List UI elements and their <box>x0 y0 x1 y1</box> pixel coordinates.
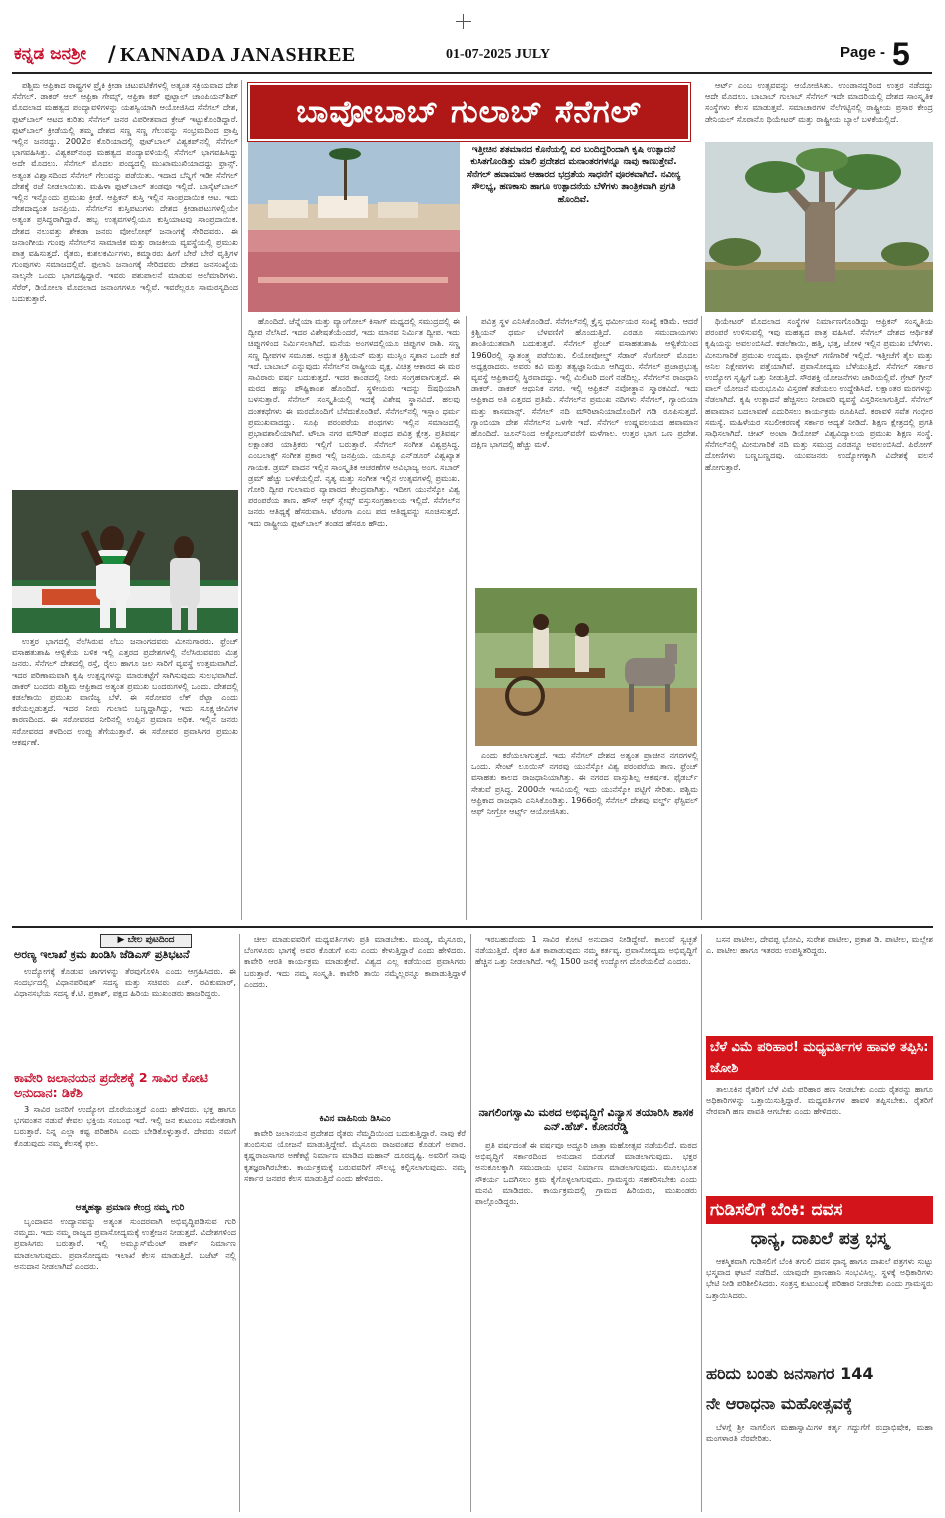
jds-protest-text <box>14 966 236 1070</box>
column-divider <box>701 316 702 920</box>
masthead-kannada-title: ಕನ್ನಡ ಜನಶ್ರೀ <box>14 44 86 64</box>
hut-fire-body: ಆಕಸ್ಮಿಕವಾಗಿ ಗುಡಿಸಲಿಗೆ ಬೆಂಕಿ ತಗುಲಿ ದವಸ ಧಾನ್ಯ ಹಾಗೂ ದಾಖಲೆ ಪತ್ರಗಳು ಸುಟ್ಟು ಭಸ್ಮವಾದ ಘಟನೆ ನಡೆದಿದೆ. ಯಾವುದೇ ಪ್ರಾಣಹಾನಿ ಸಂಭವಿಸಿಲ್ಲ. ಸ್ಥಳಕ್ಕೆ ಅಧಿಕಾರಿಗಳು ಭೇಟಿ ನೀಡಿ ಪರಿಶೀಲಿಸಿದರು. ಸಂತ್ರಸ್ತ ಕುಟುಂಬಕ್ಕೆ ಪರಿಹಾರ ನೀಡಬೇಕು ಎಂದು ಗ್ರಾಮಸ್ಥರು ಒತ್ತಾಯಿಸಿದರು. <box>706 1256 933 1300</box>
feature-column-4-text: ಆರ್ಟ್ ಎಂಬ ಉತ್ಸವವನ್ನು ಆಯೋಜಿಸಿತು. ಉಂಡಾನದ್ದರಿಂದ ಉತ್ತರ ನಡೆದದ್ದು ಆದೇ ಮೊದಲು. ಬಾಬಾಬ್ ಗುಲಾಬ್ ಸೆನೆಗಲ್ ಇದೇ ಮಾದರಿಯಲ್ಲಿ ದೇಶದ ಸಾಂಸ್ಕೃತಿಕ ಸಂಸ್ಥೆಗಳು ಕೆಲಸ ಮಾಡುತ್ತವೆ. ಸಮಾಚಾರಗಳ ನೆಲೆಗಟ್ಟಿನಲ್ಲಿ ರಾಷ್ಟ್ರೀಯ ಪ್ರಸಾರ ಕೇಂದ್ರ ಡೇನಿಯಲ್ ಸೊರಾನೊ ಥಿಯೇಟರ್ ಮತ್ತು ರಾಷ್ಟ್ರೀಯ ಬ್ಯಾಲೆ ಬಳಕೆಯಲ್ಲಿದೆ. <box>705 80 933 124</box>
hut-fire-headline-line2: ಧಾನ್ಯ, ದಾಖಲೆ ಪತ್ರ ಭಸ್ಮ <box>750 1229 889 1249</box>
dcm-speech-text <box>244 1128 466 1512</box>
column-divider <box>470 934 471 1512</box>
cauvery-arati-body: ಚೀಲ ಮಾಡುವವರಿಗೆ ಮಧ್ಯವರ್ತಿಗಳು ಪ್ರತಿ ಮಾಡಬೇಕು. ಮಂಡ್ಯ, ಮೈಸೂರು, ಬೆಂಗಳೂರು ಭಾಗಕ್ಕೆ ಅವರ ಕೊಡುಗೆ ಏನು ಎಂದು ಕೇಳುತ್ತಿದ್ದಾರೆ ಎಂದು ಹೇಳಿದರು. ಕಾವೇರಿ ಆರತಿ ಕಾರ್ಯಕ್ರಮ ಮಾಡುತ್ತೇವೆ. ವಿಶ್ವದ ಎಲ್ಲ ಕಡೆಯಿಂದ ಪ್ರವಾಸಿಗರು ಬರುತ್ತಾರೆ. ಇದು ನಮ್ಮ ಸಂಸ್ಕೃತಿ. ಕಾವೇರಿ ತಾಯಿ ನಮ್ಮೆಲ್ಲರನ್ನೂ ಕಾಪಾಡುತ್ತಿದ್ದಾಳೆ ಎಂದರು. <box>244 934 466 989</box>
continued-label: ▶ ಬೇಲ ಪುಟದಿಂದ <box>100 934 192 948</box>
mutt-development-headline: ನಾಗಲಿಂಗಸ್ವಾಮಿ ಮಠದ ಅಭಿವೃದ್ಧಿಗೆ ವಿನ್ಯಾಸ ತಯಾರಿಸಿ ಶಾಸಕ ಎನ್.ಹೆಚ್. ಕೋನರೆಡ್ಡಿ <box>478 1106 694 1133</box>
feature-column-3-text: ಪವಿತ್ರ ಸ್ಥಳ ಎನಿಸಿಕೊಂಡಿದೆ. ಸೆನೆಗಲ್‌ನಲ್ಲಿ ಕ್ರೈಸ್ತ ಧರ್ಮೀಯರ ಸಂಖ್ಯೆ ಕಡಿಮೆ. ಆದರೆ ಕ್ರಿಶ್ಚಿಯನ್ ಧರ್ಮ ಬೆಳವಣಿಗೆ ಹೊಂದುತ್ತಿದೆ. ಎರಡೂ ಸಮುದಾಯಗಳು ಶಾಂತಿಯುತವಾಗಿ ಬದುಕುತ್ತವೆ. ಸೆನೆಗಲ್ ಫ್ರೆಂಚ್ ವಸಾಹತುಶಾಹಿ ಆಳ್ವಿಕೆಯಿಂದ 1960ರಲ್ಲಿ ಸ್ವಾತಂತ್ರ್ಯ ಪಡೆಯಿತು. ಲಿಯೋಪೋಲ್ಡ್ ಸೆಡಾರ್ ಸೆಂಗೋರ್ ಮೊದಲ ಅಧ್ಯಕ್ಷರಾದರು. ಅವರು ಕವಿ ಮತ್ತು ತತ್ವಜ್ಞಾನಿಯೂ ಆಗಿದ್ದರು. ಸೆನೆಗಲ್ ಪ್ರಜಾಪ್ರಭುತ್ವ ವ್ಯವಸ್ಥೆ ಆಫ್ರಿಕಾದಲ್ಲಿ ಸ್ಥಿರವಾದದ್ದು. ಇಲ್ಲಿ ಮಿಲಿಟರಿ ದಂಗೆ ನಡೆದಿಲ್ಲ. ಸೆನೆಗಲ್‌ನ ರಾಜಧಾನಿ ಡಾಕರ್. ಡಾಕರ್ ಆಧುನಿಕ ನಗರ. ಇಲ್ಲಿ ಆಫ್ರಿಕನ್ ನವೋತ್ಥಾನ ಸ್ಮಾರಕವಿದೆ. ಇದು ಆಫ್ರಿಕಾದ ಅತಿ ಎತ್ತರದ ಪ್ರತಿಮೆ. ಸೆನೆಗಲ್‌ನ ಪ್ರಮುಖ ನದಿಗಳು ಸೆನೆಗಲ್, ಗ್ಯಾಂಬಿಯಾ ಮತ್ತು ಕಾಸಮಾನ್ಸ್. ಸೆನೆಗಲ್ ನದಿ ಮೌರಿಟಾನಿಯಾದೊಂದಿಗೆ ಗಡಿ ರೂಪಿಸುತ್ತದೆ. ಗ್ಯಾಂಬಿಯಾ ದೇಶ ಸೆನೆಗಲ್‌ನ ಒಳಗೇ ಇದೆ. ಸೆನೆಗಲ್ ಉಷ್ಣವಲಯದ ಹವಾಮಾನ ಹೊಂದಿದೆ. ಜೂನ್‌ನಿಂದ ಅಕ್ಟೋಬರ್‌ವರೆಗೆ ಮಳೆಗಾಲ. ಉತ್ತರ ಭಾಗ ಒಣ ಪ್ರದೇಶ. ದಕ್ಷಿಣ ಭಾಗದಲ್ಲಿ ಹೆಚ್ಚು ಮಳೆ. <box>471 316 698 450</box>
cauvery-grant-text <box>14 1104 236 1202</box>
feature-column-2 <box>248 316 460 920</box>
football-players-illustration <box>12 490 238 633</box>
dcm-speech-body: ಕಾವೇರಿ ಜಲಾನಯನ ಪ್ರದೇಶದ ರೈತರು ನೆಮ್ಮದಿಯಿಂದ ಬದುಕುತ್ತಿದ್ದಾರೆ. ನಾವು ಕೆರೆ ತುಂಬಿಸುವ ಯೋಜನೆ ಮಾಡುತ್ತಿದ್ದೇವೆ. ಮೈಸೂರು ರಾಜವಂಶದ ಕೊಡುಗೆ ಅಪಾರ. ಕೃಷ್ಣರಾಜಸಾಗರ ಅಣೆಕಟ್ಟೆ ನಿರ್ಮಾಣ ಮಾಡಿದ ಮಹಾನ್ ದೂರದೃಷ್ಟಿ. ಅವರಿಗೆ ನಾವು ಕೃತಜ್ಞರಾಗಿರಬೇಕು. ಕಾರ್ಯಕ್ರಮಕ್ಕೆ ಬರುವವರಿಗೆ ಸೌಲಭ್ಯ ಕಲ್ಪಿಸಲಾಗುವುದು. ನಮ್ಮ ಸರ್ಕಾರ ಜನಪರ ಕೆಲಸ ಮಾಡುತ್ತಿದೆ ಎಂದು ಹೇಳಿದರು. <box>244 1128 466 1183</box>
hut-fire-text <box>706 1256 933 1352</box>
cauvery-arati-text <box>244 934 466 1108</box>
cauvery-grant-headline: ಕಾವೇರಿ ಜಲಾನಯನ ಪ್ರದೇಶಕ್ಕೆ 2 ಸಾವಿರ ಕೋಟಿ ಅನುದಾನ: ಡಿಕೆಶಿ <box>14 1070 208 1100</box>
feature-column-3b-text: ಎಂದು ಕರೆಯಲಾಗುತ್ತದೆ. ಇದು ಸೆನೆಗಲ್ ದೇಶದ ಅತ್ಯಂತ ಪ್ರಾಚೀನ ನಗರಗಳಲ್ಲಿ ಒಂದು. ಸೇಂಟ್ ಲೂಯಿಸ್ ನಗರವು ಯುನೆಸ್ಕೋ ವಿಶ್ವ ಪರಂಪರೆಯ ತಾಣ. ಫ್ರೆಂಚ್ ವಸಾಹತು ಕಾಲದ ರಾಜಧಾನಿಯಾಗಿತ್ತು. ಈ ನಗರದ ವಾಸ್ತುಶಿಲ್ಪ ಆಕರ್ಷಕ. ಫೈಡರ್ಬ್ ಸೇತುವೆ ಪ್ರಸಿದ್ಧ. 2000ನೇ ಇಸವಿಯಲ್ಲಿ ಇದು ಯುನೆಸ್ಕೋ ಪಟ್ಟಿಗೆ ಸೇರಿತು. ಪಶ್ಚಿಮ ಆಫ್ರಿಕಾದ ರಾಜಧಾನಿ ಎನಿಸಿಕೊಂಡಿತ್ತು. 1966ರಲ್ಲಿ ಸೆನೆಗಲ್ ದೇಶವು ವರ್ಲ್ಡ್ ಫೆಸ್ಟಿವಲ್ ಆಫ್ ನೀಗ್ರೋ ಆರ್ಟ್ಸ್ ಆಯೋಜಿಸಿತು. <box>471 750 698 817</box>
football-photo <box>12 490 238 633</box>
aradhana-headline-line1: ಹರಿದು ಬಂತು ಜನಸಾಗರ 144 <box>706 1364 874 1383</box>
page-label: Page - <box>840 44 886 61</box>
farmer-cart-photo <box>475 588 697 746</box>
feature-column-4b <box>705 316 933 920</box>
masthead-slash: / <box>108 42 116 66</box>
feature-column-2-text: ಹೊಂದಿದೆ. ಜೆನ್ನೆಯಾ ಮತ್ತು ವ್ಯಾಂಗೋಲ್ ಕಿಸಾಗ್ ಮಧ್ಯದಲ್ಲಿ ಸಮುದ್ರದಲ್ಲಿ ಈ ದ್ವೀಪ ನೆಲೆಸಿದೆ. ಇದರ ವಿಶೇಷತೆಯೆಂದರೆ, ಇದು ಮಾನವ ನಿರ್ಮಿತ ದ್ವೀಪ. ಇದು ಚಿಪ್ಪುಗಳಿಂದ ನಿರ್ಮಿಸಲಾಗಿದೆ. ಮನೆಯ ಅಂಗಳದಲ್ಲಿಯೂ ಚಿಪ್ಪುಗಳ ರಾಶಿ. ಸಣ್ಣ ಸಣ್ಣ ದ್ವೀಪಗಳ ಸಮೂಹ. ಅದ್ಭುತ ಕ್ರಿಶ್ಚಿಯನ್ ಮತ್ತು ಮುಸ್ಲಿಂ ಸ್ಮಶಾನ ಒಂದೇ ಕಡೆ ಇದೆ. ಬಾಬಾಬ್ ಎನ್ನುವುದು ಸೆನೆಗಲ್‌ನ ರಾಷ್ಟ್ರೀಯ ವೃಕ್ಷ. ವಿಚಿತ್ರ ಆಕಾರದ ಈ ಮರ ಸಾವಿರಾರು ವರ್ಷ ಬದುಕುತ್ತದೆ. ಇದರ ಕಾಂಡದಲ್ಲಿ ನೀರು ಸಂಗ್ರಹವಾಗುತ್ತದೆ. ಈ ಮರದ ಹಣ್ಣು ಪೌಷ್ಟಿಕಾಂಶ ಹೊಂದಿದೆ. ಸ್ಥಳೀಯರು ಇದನ್ನು ಔಷಧಿಯಾಗಿ ಬಳಸುತ್ತಾರೆ. ಸೆನೆಗಲ್ ಸಂಸ್ಕೃತಿಯಲ್ಲಿ ಇದಕ್ಕೆ ವಿಶೇಷ ಸ್ಥಾನವಿದೆ. ಹಲವು ದಂತಕಥೆಗಳು ಈ ಮರದೊಂದಿಗೆ ಬೆಸೆದುಕೊಂಡಿವೆ. ಸೆನೆಗಲ್‌ನಲ್ಲಿ ಇಸ್ಲಾಂ ಧರ್ಮ ಪ್ರಮುಖವಾದದ್ದು. ಸೂಫಿ ಪರಂಪರೆಯ ಪಂಥಗಳು ಇಲ್ಲಿನ ಸಮಾಜದಲ್ಲಿ ಪ್ರಭಾವಶಾಲಿಯಾಗಿವೆ. ಟೌಬಾ ನಗರ ಮೌರಿಡ್ ಪಂಥದ ಪವಿತ್ರ ಕ್ಷೇತ್ರ. ಪ್ರತಿವರ್ಷ ಲಕ್ಷಾಂತರ ಯಾತ್ರಿಕರು ಇಲ್ಲಿಗೆ ಬರುತ್ತಾರೆ. ಸೆನೆಗಲ್ ಸಂಗೀತ ವಿಶ್ವಪ್ರಸಿದ್ಧ. ಎಂಬಲಾಕ್ಸ್ ಸಂಗೀತ ಪ್ರಕಾರ ಇಲ್ಲಿ ಜನಪ್ರಿಯ. ಯೂಸ್ಸೂ ಎನ್‌ಡೂರ್ ವಿಶ್ವಖ್ಯಾತ ಗಾಯಕ. ಡ್ರಮ್ ವಾದನ ಇಲ್ಲಿನ ಸಾಂಸ್ಕೃತಿಕ ಆಚರಣೆಗಳ ಅವಿಭಾಜ್ಯ ಅಂಗ. ಸಬಾರ್ ಡ್ರಮ್ ಹೆಚ್ಚು ಬಳಕೆಯಲ್ಲಿದೆ. ನೃತ್ಯ ಮತ್ತು ಸಂಗೀತ ಇಲ್ಲಿನ ಉತ್ಸವಗಳಲ್ಲಿ ಪ್ರಮುಖ. ಗೋರಿ ದ್ವೀಪ ಗುಲಾಮರ ವ್ಯಾಪಾರದ ಕೇಂದ್ರವಾಗಿತ್ತು. ಇದೀಗ ಯುನೆಸ್ಕೋ ವಿಶ್ವ ಪರಂಪರೆಯ ತಾಣ. ಹೌಸ್ ಆಫ್ ಸ್ಲೇವ್ಸ್ ವಸ್ತುಸಂಗ್ರಹಾಲಯ ಇಲ್ಲಿದೆ. ಸೆನೆಗಲ್‌ನ ಜನರು ಆತಿಥ್ಯಕ್ಕೆ ಹೆಸರುವಾಸಿ. ಟೆರಂಗಾ ಎಂಬ ಪದ ಆತಿಥ್ಯವನ್ನು ಸೂಚಿಸುತ್ತದೆ. ಇದು ರಾಷ್ಟ್ರೀಯ ಫುಟ್‌ಬಾಲ್ ತಂಡದ ಹೆಸರೂ ಹೌದು. <box>248 316 460 528</box>
column-divider <box>241 80 242 920</box>
registration-mark <box>456 14 471 29</box>
brindavan-text <box>14 1216 236 1512</box>
baobab-tree-illustration <box>705 142 933 312</box>
feature-column-4b-text: ಥಿಯೇಟರ್ ಮೊದಲಾದ ಸಂಸ್ಥೆಗಳ ನಿರ್ಮಾಣಗೊಂಡಿದ್ದು ಆಫ್ರಿಕನ್ ಸಂಸ್ಕೃತಿಯ ಪರಂಪರೆ ಉಳಿಸುವಲ್ಲಿ ಇವು ಮಹತ್ವದ ಪಾತ್ರ ವಹಿಸಿವೆ. ಸೆನೆಗಲ್ ದೇಶದ ಆರ್ಥಿಕತೆ ಕೃಷಿಯನ್ನು ಅವಲಂಬಿಸಿದೆ. ಕಡಲೆಕಾಯಿ, ಹತ್ತಿ, ಭತ್ತ, ಜೋಳ ಇಲ್ಲಿನ ಪ್ರಮುಖ ಬೆಳೆಗಳು. ಮೀನುಗಾರಿಕೆ ಪ್ರಮುಖ ಉದ್ಯಮ. ಫಾಸ್ಫೇಟ್ ಗಣಿಗಾರಿಕೆ ಇಲ್ಲಿದೆ. ಇತ್ತೀಚೆಗೆ ತೈಲ ಮತ್ತು ಅನಿಲ ನಿಕ್ಷೇಪಗಳು ಪತ್ತೆಯಾಗಿವೆ. ಪ್ರವಾಸೋದ್ಯಮ ಬೆಳೆಯುತ್ತಿದೆ. ಸೆನೆಗಲ್ ಸರ್ಕಾರ ಉದ್ಯೋಗ ಸೃಷ್ಟಿಗೆ ಒತ್ತು ನೀಡುತ್ತಿದೆ. ಸೌರಶಕ್ತಿ ಯೋಜನೆಗಳು ಜಾರಿಯಲ್ಲಿವೆ. ಗ್ರೇಟ್ ಗ್ರೀನ್ ವಾಲ್ ಯೋಜನೆ ಮರುಭೂಮಿ ವಿಸ್ತರಣೆ ತಡೆಯಲು ಉದ್ದೇಶಿಸಿದೆ. ಲಕ್ಷಾಂತರ ಮರಗಳನ್ನು ನೆಡಲಾಗಿದೆ. ಕೃಷಿ ಉತ್ಪಾದನೆ ಹೆಚ್ಚಿಸಲು ನೀರಾವರಿ ವ್ಯವಸ್ಥೆ ವಿಸ್ತರಿಸಲಾಗುತ್ತಿದೆ. ಸೆನೆಗಲ್ ಹವಾಮಾನ ಬದಲಾವಣೆ ಎದುರಿಸಲು ಕಾರ್ಯಕ್ರಮ ರೂಪಿಸಿದೆ. ಕರಾವಳಿ ಸವೆತ ಗಂಭೀರ ಸಮಸ್ಯೆ. ಮಹಿಳೆಯರ ಸಬಲೀಕರಣಕ್ಕೆ ಸರ್ಕಾರ ಆದ್ಯತೆ ನೀಡಿದೆ. ಶಿಕ್ಷಣ ಕ್ಷೇತ್ರದಲ್ಲಿ ಪ್ರಗತಿ ಸಾಧಿಸಲಾಗಿದೆ. ಚೀಖ್ ಅಂಟಾ ಡಿಯೋಪ್ ವಿಶ್ವವಿದ್ಯಾಲಯ ಪ್ರಮುಖ ಶಿಕ್ಷಣ ಸಂಸ್ಥೆ. ಸೆನೆಗಲ್‌ನಲ್ಲಿ ಮೀನುಗಾರಿಕೆ ನದಿ ಮತ್ತು ಸಮುದ್ರ ಎರಡನ್ನೂ ಅವಲಂಬಿಸಿದೆ. ಪಿರೋಗ್ ದೋಣಿಗಳು ಬಣ್ಣಬಣ್ಣದವು. ಯುವಜನರು ಉದ್ಯೋಗಕ್ಕಾಗಿ ವಿದೇಶಕ್ಕೆ ವಲಸೆ ಹೋಗುತ್ತಾರೆ. <box>705 316 933 472</box>
feature-column-4 <box>705 80 933 140</box>
masthead-date: 01-07-2025 JULY <box>446 47 551 62</box>
feature-column-1-text: ಪಶ್ಚಿಮ ಆಫ್ರಿಕಾದ ರಾಷ್ಟ್ರಗಳ ಪ್ರೈಕಿ ಕ್ರೀಡಾ ಚಟುವಟಿಕೆಗಳಲ್ಲಿ ಅತ್ಯಂತ ಸಕ್ರಿಯವಾದ ದೇಶ ಸೆನೆಗಲ್. ಡಾಕರ್ ಆಲ್ ಆಫ್ರಿಕಾ ಗೇಮ್ಸ್, ಆಫ್ರಿಕಾ ಕಪ್ ಫುಟ್ಬಾಲ್ ಚಾಂಪಿಯನ್‌ಶಿಪ್ ಮೊದಲಾದ ಮಹತ್ವದ ಪಂದ್ಯಾವಳಿಗಳನ್ನು ಯಶಸ್ವಿಯಾಗಿ ಆಯೋಜಿಸಿದ ಸೆನೆಗಲ್ ದೇಶ, ಫುಟ್‌ಬಾಲ್ ಆಟದ ಕುರಿತು ಸೆನೆಗಲ್ ಜನರ ವಿಪರೀತವಾದ ಕ್ರೇಜ್ ಇಟ್ಟುಕೊಂಡಿದ್ದಾರೆ. ಫುಟ್‌ಬಾಲ್ ಕ್ರೀಡೆಯಲ್ಲಿ ತಮ್ಮ ದೇಶದ ಸಣ್ಣ ಸಣ್ಣ ಗೆಲುವನ್ನು ಸಂಭ್ರಮದಿಂದ ಪ್ರಾಪ್ತಿ ಇಲ್ಲಿನ ಜನರದ್ದು. 2002ರ ಕೊರಿಯಾದಲ್ಲಿ ಫುಟ್‌ಬಾಲ್ ವಿಶ್ವಕಪ್‌ನಲ್ಲಿ ಸೆನೆಗಲ್ ಭಾಗವಹಿಸಿತ್ತು. ವಿಶ್ವಕಪ್‌ನಂಥ ಮಹತ್ವದ ಪಂದ್ಯಾವಳಿಯಲ್ಲಿ ಸೆನೆಗಲ್ ಭಾಗವಹಿಸಿದ್ದು ಅದೇ ಮೊದಲು. ಸೆನೆಗಲ್ ಮೊದಲ ಪಂದ್ಯದಲ್ಲಿ ಮುಖಾಮುಖಿಯಾದದ್ದು ಫ್ರಾನ್ಸ್. ಅತ್ಯಂತ ವಿಶ್ವಾಸದಿಂದ ಸೆನೆಗಲ್ ಗೆಲುವನ್ನು ಪಡೆಯಿತು. ಇದಾದ ಬೆನ್ನಿಗೆ ಇಡೀ ಸೆನೆಗಲ್ ದೇಶಕ್ಕೆ ರಜೆ ನೀಡಲಾಯಿತು. ಮಹಿಳಾ ಫುಟ್‌ಬಾಲ್ ತಂಡವೂ ಇಲ್ಲಿದೆ. ಬಾಸ್ಕೆಟ್‌ಬಾಲ್ ಇಲ್ಲಿನ ಇನ್ನೊಂದು ಪ್ರಮುಖ ಕ್ರೀಡೆ. ಆಫ್ರಿಕನ್ ಕುಸ್ತಿ ಇಲ್ಲಿನ ಸಾಂಪ್ರದಾಯಿಕ ಆಟ. ಇದು ದೇಶದಾದ್ಯಂತ ಜನಪ್ರಿಯ. ಸೆನೆಗಲ್‌ನ ಕುಸ್ತಿಪಟುಗಳು ದೇಶದ ಕ್ರೀಡಾಪಟುಗಳಲ್ಲಿಯೇ ಅತ್ಯಂತ ಪ್ರಸಿದ್ಧರಾಗಿದ್ದಾರೆ. ಹಬ್ಬ ಉತ್ಸವಗಳಲ್ಲಿಯೂ ಕುಸ್ತಿಯಾಟವು ಸಾಂಪ್ರದಾಯಿಕ. ದೇಶದ ನಲುವತ್ತು ಶೇಕಡಾ ಜನರು ವೋಲೋಫ್ ಜನಾಂಗಕ್ಕೆ ಸೇರಿದವರು. ಈ ಜನಾಂಗೀಯ ಗುಂಪು ಸೆನೆಗಲ್‌ನ ಸಾಮಾಜಿಕ ಮತ್ತು ರಾಜಕೀಯ ವ್ಯವಸ್ಥೆಯಲ್ಲಿ ಪ್ರಮುಖ ಪಾತ್ರ ವಹಿಸುತ್ತದೆ. ರೈತರು, ಕುಶಲಕರ್ಮಿಗಳು, ಕಮ್ಮಾರರು ಹೀಗೆ ಬೇರೆ ಬೇರೆ ವೃತ್ತಿಗಳ ಗುಂಪುಗಳು ಸಮಾಜದಲ್ಲಿವೆ. ಫುಲಾನಿ ಜನಾಂಗಕ್ಕೆ ಸೇರಿದವರು ದೇಶದ ಜನಸಂಖ್ಯೆಯ ನಾಲ್ಕನೇ ಒಂದು ಭಾಗದಷ್ಟಿದ್ದಾರೆ. ಇವರು ಪಶುಪಾಲನೆ ಮಾಡುವ ಅಲೆಮಾರಿಗಳು. ಸೆರೆರ್, ಡಿಯೋಲಾ ಮೊದಲಾದ ಜನಾಂಗಗಳೂ ಇಲ್ಲಿವೆ. ಇವರೆಲ್ಲರೂ ಸಾಮರಸ್ಯದಿಂದ ಬದುಕುತ್ತಾರೆ. <box>12 80 238 303</box>
brindavan-body: ಬೃಂದಾವನ ಉದ್ಯಾನವನ್ನು ಅತ್ಯಂತ ಸುಂದರವಾಗಿ ಅಭಿವೃದ್ಧಿಪಡಿಸುವ ಗುರಿ ನಮ್ಮದು. ಇದು ನಮ್ಮ ರಾಜ್ಯದ ಪ್ರವಾಸೋದ್ಯಮಕ್ಕೆ ಉತ್ತೇಜನ ನೀಡುತ್ತದೆ. ವಿದೇಶಗಳಿಂದ ಪ್ರವಾಸಿಗರು ಬರುತ್ತಾರೆ. ಇಲ್ಲಿ ಅಮ್ಯೂಸ್‌ಮೆಂಟ್ ಪಾರ್ಕ್ ನಿರ್ಮಾಣ ಮಾಡಲಾಗುವುದು. ಪ್ರವಾಸೋದ್ಯಮ ಇಲಾಖೆ ಕೆಲಸ ಮಾಡುತ್ತಿದೆ. ಬಜೆಟ್ ನಲ್ಲಿ ಅನುದಾನ ನೀಡಲಾಗಿದೆ ಎಂದರು. <box>14 1216 236 1271</box>
mutt-development-text <box>475 1140 697 1512</box>
feature-headline: ಬಾವೋಬಾಬ್ ಗುಲಾಬ್ ಸೆನೆಗಲ್ <box>248 83 690 141</box>
feature-column-1b-text: ಉತ್ತರ ಭಾಗದಲ್ಲಿ ನೆಲೆಸಿರುವ ಲೆಬು ಜನಾಂಗದವರು ಮೀನುಗಾರರು. ಫ್ರೆಂಚ್ ವಸಾಹತುಶಾಹಿ ಆಳ್ವಿಕೆಯ ಬಳಿಕ ಇಲ್ಲಿ ಎತ್ತರದ ಪ್ರದೇಶಗಳಲ್ಲಿ ನೆಲೆಸಿರುವವರು ಮಿಶ್ರ ಜನರು. ಸೆನೆಗಲ್ ದೇಶದಲ್ಲಿ ರಸ್ತೆ, ರೈಲು ಹಾಗೂ ಜಲ ಸಾರಿಗೆ ವ್ಯವಸ್ಥೆ ಉತ್ತಮವಾಗಿದೆ. ಇದರ ಪರಿಣಾಮವಾಗಿ ಕೃಷಿ ಉತ್ಪನ್ನಗಳನ್ನು ಮಾರುಕಟ್ಟೆಗೆ ಸಾಗಿಸುವುದು ಸುಲಭವಾಗಿದೆ. ಡಾಕರ್ ಬಂದರು ಪಶ್ಚಿಮ ಆಫ್ರಿಕಾದ ಅತ್ಯಂತ ಪ್ರಮುಖ ಬಂದರುಗಳಲ್ಲಿ ಒಂದು. ದೇಶದಲ್ಲಿ ಕಡಲೆಕಾಯಿ ಪ್ರಮುಖ ವಾಣಿಜ್ಯ ಬೆಳೆ. ಈ ಸರೋವರ ಲೆಕ್ ರೆಟ್ಬಾ ಎಂದು ಕರೆಯಲ್ಪಡುತ್ತದೆ. ಇದರ ನೀರು ಗುಲಾಬಿ ಬಣ್ಣದ್ದಾಗಿದ್ದು, ಇದು ಸೂಕ್ಷ್ಮಜೀವಿಗಳ ಕಾರಣದಿಂದ. ಈ ಸರೋವರದ ನೀರಿನಲ್ಲಿ ಉಪ್ಪಿನ ಪ್ರಮಾಣ ಅಧಿಕ. ಇಲ್ಲಿನ ಜನರು ಸರೋವರದ ತಳದಿಂದ ಉಪ್ಪು ತೆಗೆಯುತ್ತಾರೆ. ಈ ಸರೋವರ ಪ್ರವಾಸಿಗರ ಪ್ರಮುಖ ಆಕರ್ಷಣೆ. <box>12 636 238 747</box>
aradhana-body: ಬೆಳಗ್ಗೆ ಶ್ರೀ ನಾಗಲಿಂಗ ಮಹಾಸ್ವಾಮಿಗಳ ಕರ್ತೃ ಗದ್ದುಗೆಗೆ ರುದ್ರಾಭಿಷೇಕ, ಮಹಾ ಮಂಗಳಾರತಿ ನೆರವೇರಿತು. <box>706 1422 933 1444</box>
aradhana-text <box>706 1422 933 1512</box>
masthead-english-title: KANNADA JANASHREE <box>120 44 356 66</box>
cauvery-subheading: ಆತ್ಮಹತ್ಯಾ ಪ್ರಮಾಣ ಕೇಂದ್ರ ನಮ್ಮ ಗುರಿ <box>75 1203 185 1213</box>
hut-fire-headline-line1: ಗುಡಿಸಲಿಗೆ ಬೆಂಕಿ: ದವಸ <box>706 1196 933 1224</box>
pink-lake-photo <box>248 142 460 312</box>
aradhana-headline-line2: ನೇ ಆರಾಧನಾ ಮಹೋತ್ಸವಕ್ಕೆ <box>706 1394 853 1413</box>
crop-insurance-headline: ಬೆಳೆ ವಿಮೆ ಪರಿಹಾರ! ಮಧ್ಯವರ್ತಿಗಳ ಹಾವಳಿ ತಪ್ಪಿಸಿ: ಜೋಶಿ <box>706 1036 933 1080</box>
masthead-rule <box>12 72 932 74</box>
dcm-subheading: ಕಿವಿನ ವಾಹಿನಿಯ ಡಿಸಿಎಂ <box>319 1114 391 1124</box>
feature-column-3b <box>471 750 698 920</box>
feature-column-1b <box>12 636 238 919</box>
farmer-donkey-cart-illustration <box>475 588 697 746</box>
column-divider <box>239 934 240 1512</box>
crop-insurance-text <box>706 1084 933 1194</box>
crop-insurance-body: ತಾಲೂಕಿನ ರೈತರಿಗೆ ಬೆಳೆ ವಿಮೆ ಪರಿಹಾರ ಹಣ ನೀಡಬೇಕು ಎಂದು ರೈತರನ್ನು ಹಾಗೂ ಅಧಿಕಾರಿಗಳನ್ನು ಒತ್ತಾಯಿಸುತ್ತಿದ್ದಾರೆ. ಮಧ್ಯವರ್ತಿಗಳ ಹಾವಳಿ ತಪ್ಪಿಸಬೇಕು. ರೈತರಿಗೆ ನೇರವಾಗಿ ಹಣ ಪಾವತಿ ಆಗಬೇಕು ಎಂದು ಹೇಳಿದರು. <box>706 1084 933 1117</box>
page-number: 5 <box>892 36 910 72</box>
baobab-tree-photo <box>705 142 933 312</box>
feature-column-3 <box>471 316 698 584</box>
mutt-development-body: ಪ್ರತಿ ವರ್ಷದಂತೆ ಈ ವರ್ಷವೂ ಅದ್ದೂರಿ ಜಾತ್ರಾ ಮಹೋತ್ಸವ ನಡೆಯಲಿದೆ. ಮಠದ ಅಭಿವೃದ್ಧಿಗೆ ಸರ್ಕಾರದಿಂದ ಅನುದಾನ ಬಿಡುಗಡೆ ಮಾಡಲಾಗುವುದು. ಭಕ್ತರ ಅನುಕೂಲಕ್ಕಾಗಿ ಸಮುದಾಯ ಭವನ ನಿರ್ಮಾಣ ಮಾಡಲಾಗುವುದು. ಮೂಲಭೂತ ಸೌಕರ್ಯ ಒದಗಿಸಲು ಕ್ರಮ ಕೈಗೊಳ್ಳಲಾಗುವುದು. ಗ್ರಾಮಸ್ಥರು ಸಹಕರಿಸಬೇಕು ಎಂದು ಮನವಿ ಮಾಡಿದರು. ಕಾರ್ಯಕ್ರಮದಲ್ಲಿ ಗ್ರಾಮದ ಹಿರಿಯರು, ಮುಖಂಡರು ಪಾಲ್ಗೊಂಡಿದ್ದರು. <box>475 1140 697 1207</box>
column-divider <box>466 316 467 920</box>
feature-pullquote: ಇತ್ತೀಚಿನ ಶತಮಾನದ ಕೊನೆಯಲ್ಲಿ ಏರ ಬಂದಿದ್ದರಿಂದಾಗಿ ಕೃಷಿ ಉತ್ಪಾದನೆ ಕುಸಿತಗೊಂಡಿತ್ತು ಮಾಲಿ ಪ್ರದೇಶದ ಮನಾಂತರಗಳನ್ನೂ ನಾವು ಕಾಣುತ್ತೇವೆ. ಸೆನೆಗಲ್ ಹವಾಮಾನ ಆಹಾರದ ಭದ್ರತೆಯ ಸಾಧನೆಗೆ ವೂರಕವಾಗಿದೆ. ನವೀನ್ಯ ಸೌಲಭ್ಯ, ಹಣಕಾಸು ಹಾಗೂ ಉತ್ಪಾದನೆಯ ಬೆಳೆಗಳು ತಾಂತ್ರಿಕವಾಗಿ ಪ್ರಗತಿ ಹೊಂದಿವೆ. <box>466 145 681 205</box>
jds-protest-headline: ಅರಣ್ಯ ಇಲಾಖೆ ಕ್ರಮ ಖಂಡಿಸಿ ಜೆಡಿಎಸ್ ಪ್ರತಿಭಟನೆ <box>14 948 190 961</box>
attendees-body: ಬಸನ ಪಾಟೀಲ, ದೇವಪ್ಪ ಭೋವಿ, ಸುರೇಶ ಪಾಟೀಲ, ಪ್ರಕಾಶ ಡಿ. ಪಾಟೀಲ, ಮಲ್ಲೇಶ ಎ. ಪಾಟೀಲ ಹಾಗೂ ಇತರರು ಉಪಸ್ಥಿತರಿದ್ದರು. <box>706 934 933 956</box>
pink-lake-illustration <box>248 142 460 312</box>
cauvery-grant-body: 3 ಸಾವಿರ ಜನರಿಗೆ ಉದ್ಯೋಗ ದೊರೆಯುತ್ತದೆ ಎಂದು ಹೇಳಿದರು. ಭಕ್ತ ಹಾಗೂ ಭಗವಂತನ ನಡುವೆ ಕೇವಲ ಭಕ್ತಿಯ ಸಂಬಂಧ ಇದೆ. ಇಲ್ಲಿ ಜನ ಕುಟುಂಬ ಸಮೇತರಾಗಿ ಬರುತ್ತಾರೆ. ನಿನ್ನ ಎಲ್ಲಾ ಕಷ್ಟ ಪರಿಹರಿಸಿ ಎಂದು ಬೇಡಿಕೊಳ್ಳುತ್ತಾರೆ. ದೇವರು ನಮಗೆ ಕೊಡುವುದು ನಮ್ಮ ಕೆಲಸಕ್ಕೆ ಫಲ. <box>14 1104 236 1148</box>
tourism-grant-text <box>475 934 697 1100</box>
column-divider <box>701 934 702 1512</box>
attendees-text <box>706 934 933 1034</box>
section-rule <box>12 926 933 928</box>
tourism-grant-body: ಇರಬಹುದೆಂದು 1 ಸಾವಿರ ಕೋಟಿ ಅನುದಾನ ನೀಡಿದ್ದೇವೆ. ಕಾಲುವೆ ಸ್ವಚ್ಛತೆ ನಡೆಯುತ್ತಿದೆ. ರೈತರ ಹಿತ ಕಾಪಾಡುವುದು ನಮ್ಮ ಕರ್ತವ್ಯ. ಪ್ರವಾಸೋದ್ಯಮ ಅಭಿವೃದ್ಧಿಗೆ ಹೆಚ್ಚಿನ ಒತ್ತು ನೀಡಲಾಗಿದೆ. ಇಲ್ಲಿ 1500 ಜನಕ್ಕೆ ಉದ್ಯೋಗ ದೊರೆಯಲಿದೆ ಎಂದರು. <box>475 934 697 967</box>
feature-column-1 <box>12 80 238 488</box>
jds-protest-body: ಉದ್ಯೋಗಕ್ಕೆ ಕೊಡುವ ಜಾಗಗಳನ್ನು ತೆರವುಗೊಳಿಸಿ ಎಂದು ಆಗ್ರಹಿಸಿದರು. ಈ ಸಂದರ್ಭದಲ್ಲಿ ವಿಧಾನಪರಿಷತ್ ಸದಸ್ಯ ಮತ್ತು ಸಚಿವರು ಎಚ್. ರವಿಕುಮಾರ್, ವಿಧಾನಸಭೆಯ ಸದಸ್ಯ ಕೆ.ಟಿ. ಪ್ರಕಾಶ್, ಪಕ್ಷದ ಹಿರಿಯ ಮುಖಂಡರು ಹಾಜರಿದ್ದರು. <box>14 966 236 999</box>
